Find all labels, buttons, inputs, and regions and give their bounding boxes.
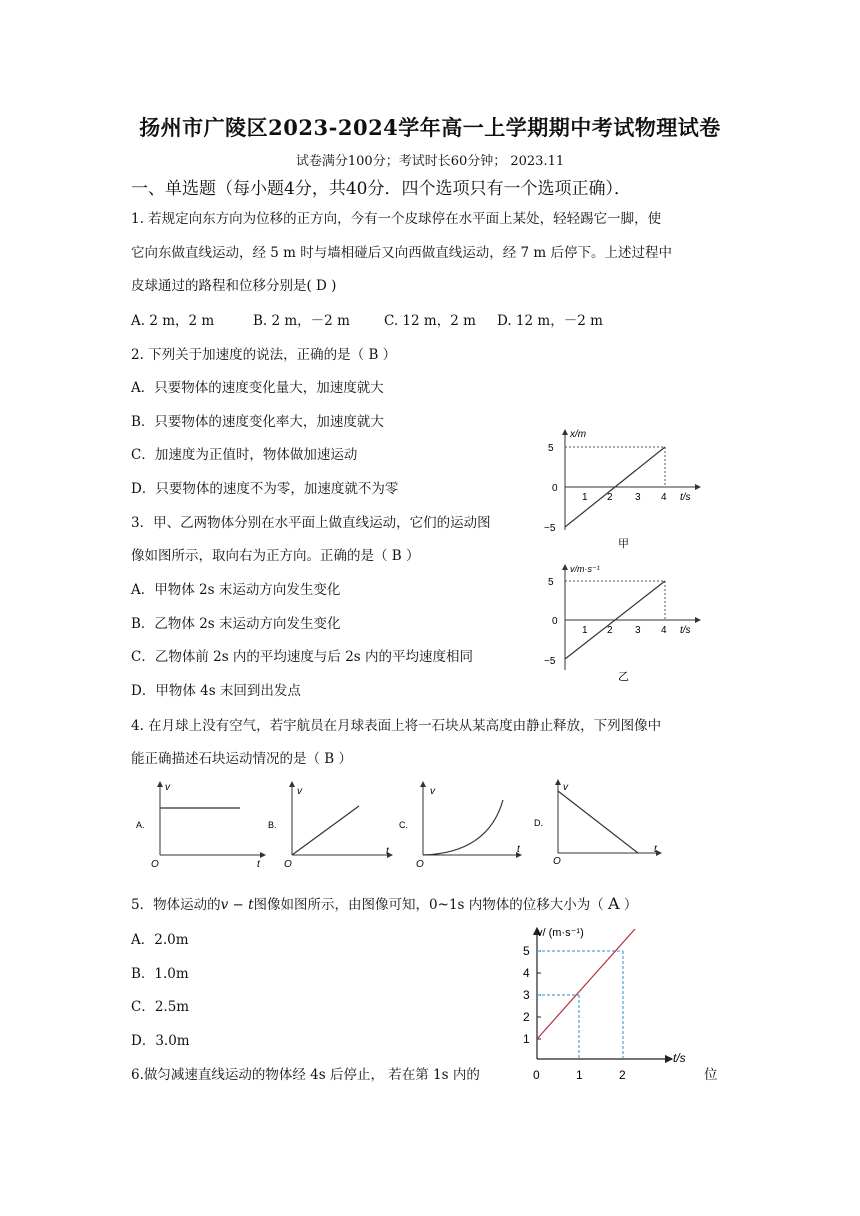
- q4-graph-b: [262, 778, 402, 868]
- origin-label: O: [151, 859, 159, 868]
- q1-line1: 1. 若规定向东方向为位移的正方向，今有一个皮球停在水平面上某处，轻轻踢它一脚，使: [131, 211, 662, 227]
- q5-answer: A: [608, 894, 620, 913]
- y-axis-label: v: [563, 782, 568, 793]
- q5-stem-part-d: ）: [619, 897, 638, 913]
- graph-line: [292, 806, 359, 855]
- tick-label: 4: [523, 966, 530, 980]
- q1-option-b: B. 2 m，－2 m: [253, 313, 350, 329]
- graph-jia-xt: [540, 425, 710, 555]
- q4-graph-c: [393, 778, 533, 868]
- q5-option-a: A．2.0m: [131, 932, 189, 948]
- q5-option-d: D．3.0m: [131, 1033, 190, 1049]
- graph-caption: 甲: [618, 538, 629, 550]
- tick-label: 5: [548, 577, 554, 588]
- option-label: D.: [534, 818, 543, 828]
- q3-line1: 3．甲、乙两物体分别在水平面上做直线运动，它们的运动图: [131, 515, 491, 531]
- q5-stem-part-a: 5．物体运动的: [131, 897, 221, 913]
- tick-label: −5: [544, 523, 556, 534]
- q5-option-c: C．2.5m: [131, 999, 190, 1015]
- q2-option-b: B．只要物体的速度变化率大，加速度就大: [131, 414, 384, 430]
- tick-label: 4: [661, 492, 667, 503]
- q2-option-d: D．只要物体的速度不为零，加速度就不为零: [131, 481, 399, 497]
- tick-label: 3: [635, 625, 641, 636]
- exam-info: 试卷满分100分；考试时长60分钟； 2023.11: [295, 154, 565, 169]
- option-label: B.: [268, 820, 277, 830]
- tick-label: 0: [552, 616, 558, 627]
- y-axis-label: v: [297, 786, 302, 797]
- graph-line: [537, 929, 635, 1039]
- q6-stem: 6.做匀减速直线运动的物体经 4s 后停止， 若在第 1s 内的: [131, 1067, 480, 1083]
- x-axis-label: t: [386, 846, 389, 857]
- x-axis-label: t: [257, 859, 260, 868]
- y-axis-label: v: [165, 782, 170, 793]
- q2-stem: 2. 下列关于加速度的说法，正确的是（ B ）: [131, 347, 397, 363]
- y-axis-label: v/ (m·s⁻¹): [537, 927, 584, 939]
- q4-graph-a: [130, 778, 270, 868]
- q3-option-a: A．甲物体 2s 末运动方向发生变化: [131, 582, 341, 598]
- graph-curve: [423, 800, 503, 855]
- q1-option-d: D. 12 m，－2 m: [497, 313, 603, 329]
- graph-line: [558, 791, 638, 853]
- q6-stem-tail: 位: [704, 1067, 718, 1083]
- tick-label: 1: [582, 492, 588, 503]
- tick-label: 2: [607, 492, 613, 503]
- q3-option-b: B．乙物体 2s 末运动方向发生变化: [131, 616, 341, 632]
- q3-option-c: C．乙物体前 2s 内的平均速度与后 2s 内的平均速度相同: [131, 649, 474, 665]
- q5-vt-graph: [515, 922, 700, 1084]
- q5-stem-vt: v − t: [220, 897, 254, 913]
- x-axis-label: t/s: [673, 1051, 686, 1065]
- x-axis-label: t/s: [680, 625, 691, 636]
- q3-option-d: D．甲物体 4s 末回到出发点: [131, 683, 301, 699]
- tick-label: 5: [548, 443, 554, 454]
- q4-line1: 4. 在月球上没有空气，若宇航员在月球表面上将一石块从某高度由静止释放，下列图像中: [131, 718, 662, 734]
- x-axis-label: t: [517, 844, 520, 855]
- tick-label: 1: [582, 625, 588, 636]
- graph-caption: 乙: [618, 671, 629, 683]
- y-axis-label: v/m·s⁻¹: [570, 564, 600, 574]
- tick-label: 5: [523, 944, 530, 958]
- q1-option-a: A. 2 m，2 m: [131, 313, 215, 329]
- q1-line2: 它向东做直线运动，经 5 m 时与墙相碰后又向西做直线运动，经 7 m 后停下。上述过程中: [131, 245, 673, 261]
- tick-label: 3: [523, 988, 530, 1002]
- tick-label: 0: [533, 1068, 540, 1082]
- graph-yi-vt: [540, 560, 710, 690]
- q4-line2: 能正确描述石块运动情况的是（ B ）: [131, 751, 353, 767]
- q1-option-c: C. 12 m，2 m: [384, 313, 476, 329]
- tick-label: 2: [619, 1068, 626, 1082]
- tick-label: 2: [523, 1010, 530, 1024]
- option-label: A.: [136, 820, 145, 830]
- y-axis-label: v: [430, 786, 435, 797]
- section-heading: 一、单选题（每小题4分，共40分．四个选项只有一个选项正确）．: [131, 179, 631, 199]
- option-label: C.: [399, 820, 408, 830]
- tick-label: 4: [661, 625, 667, 636]
- q5-option-b: B．1.0m: [131, 966, 189, 982]
- y-axis-label: x/m: [570, 429, 587, 440]
- origin-label: O: [284, 859, 292, 868]
- tick-label: 0: [552, 483, 558, 494]
- tick-label: 3: [635, 492, 641, 503]
- q2-option-a: A．只要物体的速度变化量大，加速度就大: [131, 380, 384, 396]
- q4-graph-d: [528, 776, 668, 866]
- q3-line2: 像如图所示，取向右为正方向。正确的是（ B ）: [131, 548, 420, 564]
- q1-line3: 皮球通过的路程和位移分别是( D ): [131, 278, 337, 294]
- origin-label: O: [416, 859, 424, 868]
- q2-option-c: C．加速度为正值时，物体做加速运动: [131, 447, 358, 463]
- q5-stem-part-c: 图像如图所示，由图像可知，0~1s 内物体的位移大小为（: [253, 897, 609, 913]
- tick-label: 1: [576, 1068, 583, 1082]
- page-title: 扬州市广陵区2023-2024学年高一上学期期中考试物理试卷: [139, 115, 721, 140]
- origin-label: O: [553, 856, 561, 866]
- x-axis-label: t: [654, 844, 657, 855]
- tick-label: −5: [544, 656, 556, 667]
- tick-label: 1: [523, 1032, 530, 1046]
- x-axis-label: t/s: [680, 492, 691, 503]
- tick-label: 2: [607, 625, 613, 636]
- q5-stem: [131, 893, 637, 913]
